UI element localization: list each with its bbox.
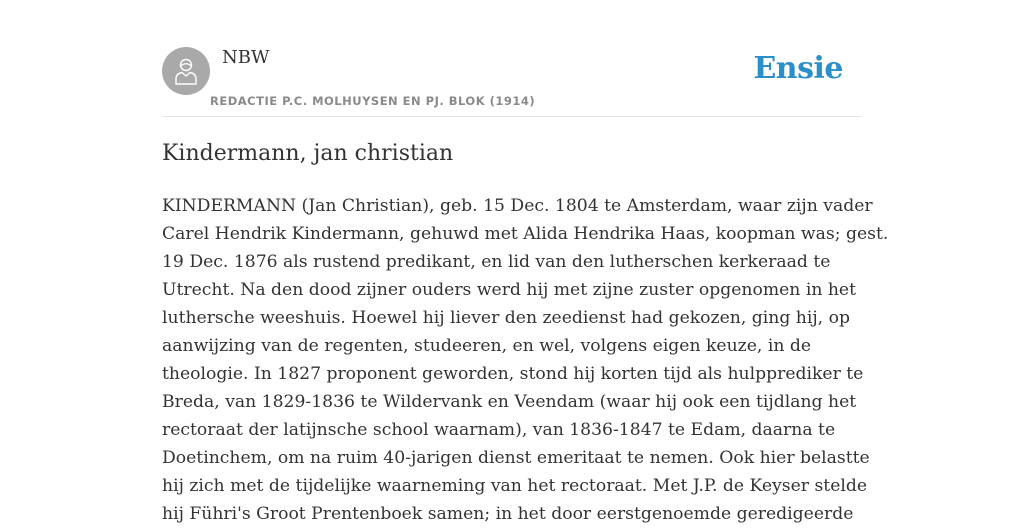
- body-line: Breda, van 1829-1836 te Wildervank en Veendam (waar hij ook een tijdlang het: [162, 392, 857, 412]
- author-avatar[interactable]: [162, 47, 210, 95]
- article-body: [162, 192, 889, 528]
- body-line: KINDERMANN (Jan Christian), geb. 15 Dec. 1804 te Amsterdam, waar zijn vader: [162, 196, 873, 216]
- person-icon: [174, 57, 198, 85]
- body-line: Carel Hendrik Kindermann, gehuwd met Alida Hendrika Haas, koopman was; gest.: [162, 224, 889, 244]
- body-line: theologie. In 1827 proponent geworden, stond hij korten tijd als hulpprediker te: [162, 364, 864, 384]
- author-name[interactable]: NBW: [222, 47, 270, 68]
- article-title: Kindermann, jan christian: [162, 141, 454, 166]
- body-line: hij Führi's Groot Prentenboek samen; in het door eerstgenoemde geredigeerde: [162, 504, 854, 524]
- body-line: hij zich met de tijdelijke waarneming van het rectoraat. Met J.P. de Keyser stelde: [162, 476, 868, 496]
- ensie-logo[interactable]: Ensie: [753, 51, 843, 86]
- body-line: luthersche weeshuis. Hoewel hij liever den zeedienst had gekozen, ging hij, op: [162, 308, 850, 328]
- source-label: REDACTIE P.C. MOLHUYSEN EN PJ. BLOK (1914): [210, 94, 536, 108]
- body-line: 19 Dec. 1876 als rustend predikant, en lid van den lutherschen kerkeraad te: [162, 252, 831, 272]
- body-line: Utrecht. Na den dood zijner ouders werd hij met zijne zuster opgenomen in het: [162, 280, 856, 300]
- body-line: aanwijzing van de regenten, studeeren, en wel, volgens eigen keuze, in de: [162, 336, 812, 356]
- body-line: Doetinchem, om na ruim 40-jarigen dienst emeritaat te nemen. Ook hier belastte: [162, 448, 870, 468]
- article-header: [162, 46, 862, 117]
- body-line: rectoraat der latijnsche school waarnam), van 1836-1847 te Edam, daarna te: [162, 420, 836, 440]
